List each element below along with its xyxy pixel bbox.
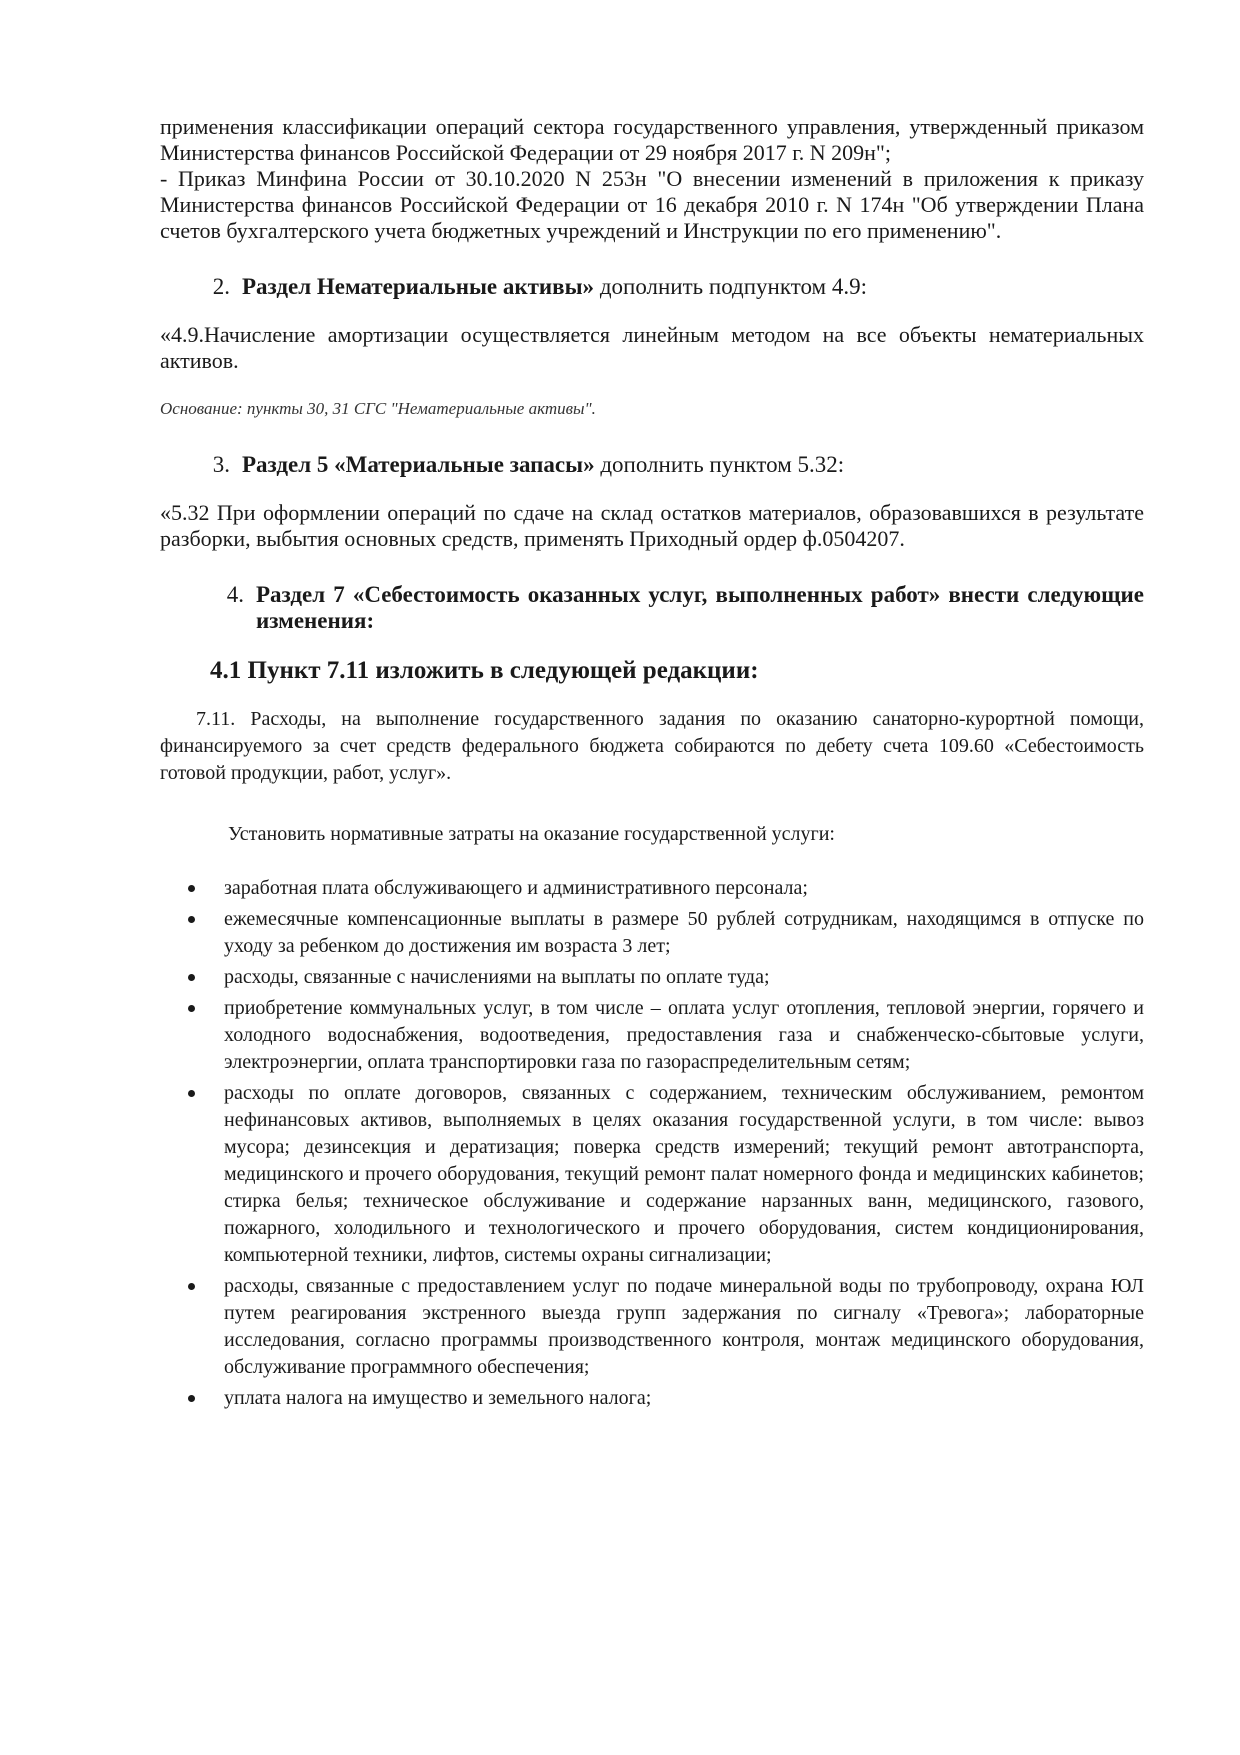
section-title: Раздел 5 «Материальные запасы» — [242, 452, 595, 477]
section-title: Раздел 7 «Себестоимость оказанных услуг, выполненных работ» внести следующие изменения: — [256, 582, 1144, 633]
section-3-paragraph: «5.32 При оформлении операций по сдаче на склад остатков материалов, образовавшихся в результате разборки, выбытия основных средств, применять Приходный ордер ф.0504207. — [160, 500, 1144, 551]
subsection-4-1-heading: 4.1 Пункт 7.11 изложить в следующей редакции: — [210, 657, 759, 684]
section-number: 2. — [212, 274, 230, 299]
list-item — [160, 964, 1144, 991]
bullet-icon — [188, 1005, 195, 1012]
list-item-text: приобретение коммунальных услуг, в том числе – оплата услуг отопления, тепловой энергии, горячего и холодного водоснабжения, водоотведения, предоставления газа и снабженческо-сбытовые услуги, электроэнергии, оплата транспортировки газа по газораспределительным сетям; — [224, 997, 1144, 1073]
list-item-text: заработная плата обслуживающего и административного персонала; — [224, 877, 808, 899]
norm-costs-list — [160, 875, 1144, 1412]
intro-text — [160, 114, 1144, 244]
list-item — [160, 1080, 1144, 1269]
section-number: 3. — [212, 452, 230, 477]
list-item-text: ежемесячные компенсационные выплаты в размере 50 рублей сотрудникам, находящимся в отпуске по уходу за ребенком до достижения им возраста 3 лет; — [224, 908, 1144, 957]
section-rest: дополнить пунктом 5.32: — [594, 452, 845, 477]
paragraph-7-11: 7.11. Расходы, на выполнение государственного задания по оказанию санаторно-курортной помощи, финансируемого за счет средств федерального бюджета собираются по дебету счета 109.60 «Себестоимость готовой продукции, работ, услуг». — [160, 708, 1144, 784]
section-number: 4. — [226, 582, 244, 607]
list-item — [160, 1273, 1144, 1381]
bullet-icon — [188, 1090, 195, 1097]
intro-line-2: - Приказ Минфина России от 30.10.2020 N 253н "О внесении изменений в приложения к приказу Министерства финансов Российской Федерации от 16 декабря 2010 г. N 174н "Об утверждении Плана счетов бухгалтерского учета бюджетных учреждений и Инструкции по его применению". — [160, 166, 1144, 243]
section-2-basis: Основание: пункты 30, 31 СГС "Нематериальные активы". — [160, 399, 596, 418]
section-2-heading — [160, 274, 1144, 300]
section-4-heading — [160, 582, 1144, 634]
intro-line-1: применения классификации операций сектора государственного управления, утвержденный приказом Министерства финансов Российской Федерации от 29 ноября 2017 г. N 209н"; — [160, 114, 1144, 165]
list-item-text: расходы по оплате договоров, связанных с содержанием, техническим обслуживанием, ремонтом нефинансовых активов, выполняемых в целях оказания государственной услуги, в том числе: вывоз мусора; дезинсекция и дератизация; поверка средств измерений; текущий ремонт автотранспорта, медицинского и прочего оборудования, текущий ремонт палат номерного фонда и медицинских кабинетов; стирка белья; техническое обслуживание и содержание нарзанных ванн, медицинского, газового, пожарного, холодильного и технологического и прочего оборудования, систем кондиционирования, компьютерной техники, лифтов, системы охраны сигнализации; — [224, 1082, 1144, 1266]
section-2-paragraph: «4.9.Начисление амортизации осуществляется линейным методом на все объекты нематериальных активов. — [160, 322, 1144, 373]
list-item-text: расходы, связанные с предоставлением услуг по подаче минеральной воды по трубопроводу, охрана ЮЛ путем реагирования экстренного выезда групп задержания по сигналу «Тревога»; лабораторные исследования, согласно программы производственного контроля, монтаж медицинского оборудования, обслуживание программного обеспечения; — [224, 1275, 1144, 1378]
section-3-heading — [160, 452, 1144, 478]
bullet-icon — [188, 1283, 195, 1290]
bullet-icon — [188, 885, 195, 892]
list-item — [160, 1385, 1144, 1412]
section-title: Раздел Нематериальные активы» — [242, 274, 595, 299]
bullet-icon — [188, 974, 195, 981]
list-item-text: расходы, связанные с начислениями на выплаты по оплате туда; — [224, 966, 770, 988]
section-rest: дополнить подпунктом 4.9: — [594, 274, 867, 299]
bullet-icon — [188, 916, 195, 923]
list-item — [160, 875, 1144, 902]
norm-costs-heading: Установить нормативные затраты на оказание государственной услуги: — [228, 823, 835, 845]
bullet-icon — [188, 1395, 195, 1402]
list-item — [160, 906, 1144, 960]
list-item-text: уплата налога на имущество и земельного налога; — [224, 1387, 652, 1409]
list-item — [160, 995, 1144, 1076]
